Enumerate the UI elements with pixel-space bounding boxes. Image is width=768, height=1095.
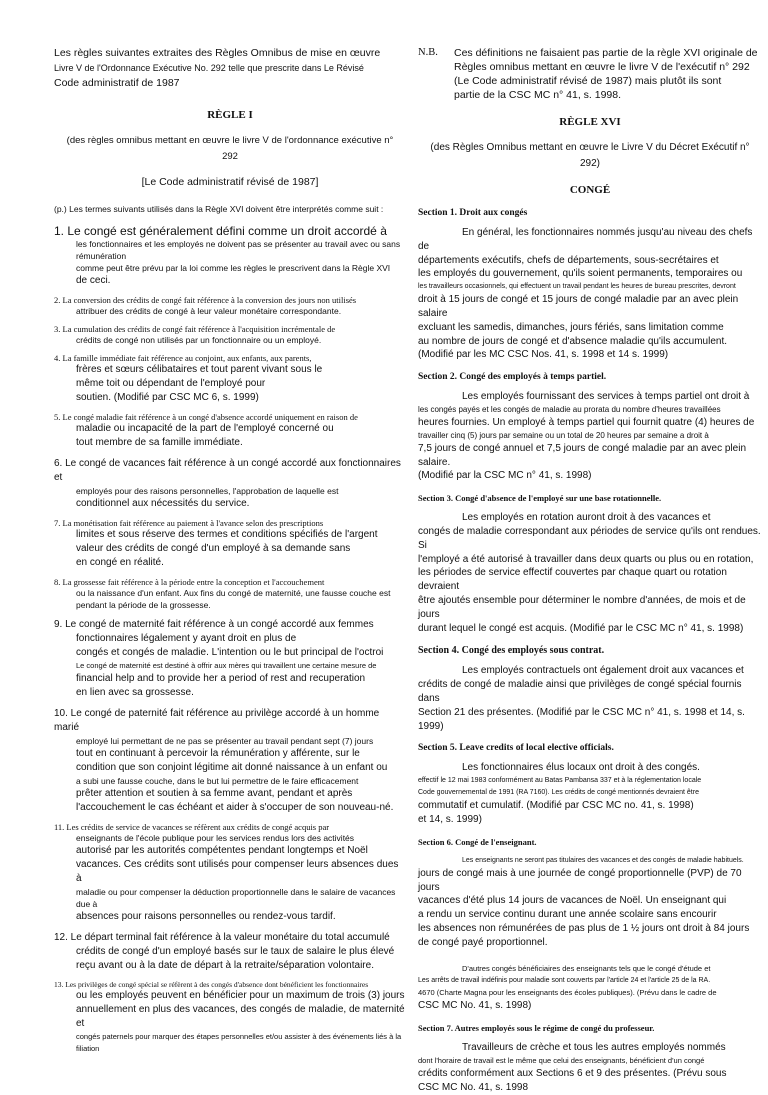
body-line: Section 21 des présentes. (Modifié par le CSC MC n° 41, s. 1998 et 14, s. [418, 706, 745, 718]
body-line: travailler cinq (5) jours par semaine ou un total de 20 heures par semaine a droit à [418, 430, 709, 440]
item-line: 10. Le congé de paternité fait référence au privilège accordé à un homme marié [54, 708, 380, 733]
definition-item [54, 295, 406, 317]
body-line: 7,5 jours de congé annuel et 7,5 jours de congé maladie par an avec plein salaire. [418, 442, 747, 468]
intro-line: Code administratif de 1987 [54, 77, 180, 89]
item-line: 4. La famille immédiate fait référence au conjoint, aux enfants, aux parents, [54, 353, 312, 363]
definition-item [54, 618, 406, 700]
right-column [418, 46, 762, 1095]
body-line: CSC MC No. 41, s. 1998 [418, 1081, 529, 1093]
body-line: 4670 (Charte Magna pour les enseignants des écoles publiques). (Prévu dans le cadre de [418, 988, 717, 998]
body-line: effectif le 12 mai 1983 conformément au Batas Pambansa 337 et à la réglementation locale [418, 777, 702, 785]
rule-subtitle-line: 292 [222, 151, 238, 162]
body-line: au nombre de jours de congé et d'absence maladie qu'ils accumulent. [418, 335, 728, 347]
item-line: ou les employés peuvent en bénéficier pour un maximum de trois (3) jours [76, 990, 405, 1001]
section-body [418, 664, 762, 733]
definition-item [54, 224, 406, 288]
body-line: durant lequel le congé est acquis. (Modifié par le CSC MC n° 41, s. 1998) [418, 622, 744, 634]
item-line: 2. La conversion des crédits de congé fait référence à la conversion des jours non utilisés [54, 295, 357, 305]
body-line: En général, les fonctionnaires nommés jusqu'au niveau des chefs de [418, 227, 753, 252]
intro-line: Livre V de l'Ordonnance Exécutive No. 292 telle que prescrite dans Le Révisé [54, 63, 364, 73]
item-line: ou la naissance d'un enfant. Aux fins du congé de maternité, une fausse couche est [76, 588, 391, 598]
rule-subtitle-line: (des Règles Omnibus mettant en œuvre le Livre V du Décret Exécutif n° [430, 142, 750, 153]
item-line: congés et congés de maladie. L'intention ou le but principal de l'octroi [76, 647, 384, 658]
section-body [418, 761, 762, 826]
item-line: l'accouchement le cas échéant et aider à s'occuper de son nouveau-né. [76, 802, 394, 813]
body-line: a rendu un service continu durant une année scolaire sans encourir [418, 909, 717, 921]
body-line: les congés payés et les congés de maladie au prorata du nombre d'heures travaillées [418, 404, 721, 414]
item-line: a subi une fausse couche, dans le but lui permettre de le faire efficacement [76, 776, 359, 786]
definition-item [54, 980, 406, 1055]
definition-item [54, 412, 406, 450]
section-title: Section 5. Leave credits of local elective officials. [418, 743, 614, 754]
item-line: enseignants de l'école publique pour les services rendus lors des activités [76, 833, 355, 843]
body-line: Travailleurs de crèche et tous les autres employés nommés [462, 1042, 726, 1054]
body-line: (Modifié par les MC CSC Nos. 41, s. 1998 et 14 s. 1999) [418, 349, 669, 361]
rule-subtitle-line: 292) [579, 158, 600, 169]
nb-line: Règles omnibus mettant en œuvre le livre V de l'exécutif n° 292 [454, 61, 750, 73]
body-line: droit à 15 jours de congé et 15 jours de congé maladie par an avec plein salaire [418, 294, 739, 319]
body-line: Les arrêts de travail indéfinis pour maladie sont couverts par l'article 24 et l'article 25 de la RA. [418, 977, 711, 985]
item-line: tout membre de sa famille immédiate. [76, 437, 243, 448]
body-line: les employés du gouvernement, qu'ils soient permanents, temporaires ou [418, 268, 743, 280]
definition-item [54, 457, 406, 511]
item-line: 6. Le congé de vacances fait référence à un congé accordé aux fonctionnaires et [54, 458, 401, 483]
item-line: annuellement en plus des vacances, des congés de maladie, de maternité et [76, 1004, 405, 1029]
item-line: 3. La cumulation des crédits de congé fait référence à l'acquisition incrémentale de [54, 324, 336, 334]
body-line: 1999) [418, 720, 444, 732]
intro [54, 46, 406, 91]
section-body [418, 511, 762, 635]
item-line: reçu avant ou à la date de départ à la retraite/séparation volontaire. [76, 960, 374, 971]
body-line: D'autres congés bénéficiaires des enseignants tels que le congé d'étude et [462, 964, 711, 974]
body-line: excluant les samedis, dimanches, jours fériés, sans limitation comme [418, 321, 724, 333]
body-line: vacances d'été plus 14 jours de vacances de Noël. Un enseignant qui [418, 895, 727, 907]
item-line: frères et sœurs célibataires et tout parent vivant sous le [76, 364, 323, 375]
item-line: financial help and to provide her a period of rest and recuperation [76, 673, 366, 684]
definition-item [54, 353, 406, 405]
left-column [54, 46, 406, 1062]
item-line: pendant la période de la grossesse. [76, 600, 211, 610]
chapter-title: CONGÉ [569, 184, 611, 196]
item-line: crédits de congé d'un employé basés sur le taux de salaire le plus élevé [76, 946, 395, 957]
section-body [418, 226, 762, 362]
body-line: départements exécutifs, chefs de départements, sous-secrétaires et [418, 254, 719, 266]
item-line: 7. La monétisation fait référence au paiement à l'avance selon des prescriptions [54, 518, 324, 528]
body-line: les travailleurs occasionnels, qui effectuent un travail pendant les heures de bureau prescrites, devront [418, 283, 736, 291]
body-line: et 14, s. 1999) [418, 813, 482, 825]
terms-note: (p.) Les termes suivants utilisés dans la Règle XVI doivent être interprétés comme suit : [54, 204, 384, 214]
item-line: crédits de congé non utilisés par un fonctionnaire ou un employé. [76, 335, 322, 345]
item-line: condition que son conjoint légitime ait donné naissance à un enfant ou [76, 762, 388, 773]
body-line: crédits de congé de maladie ainsi que privilèges de congé spécial fournis dans [418, 679, 742, 704]
item-line: Le congé de maternité est destiné à offrir aux mères qui travaillent une certaine mesure de [76, 661, 377, 670]
nb-line: Ces définitions ne faisaient pas partie de la règle XVI originale de [454, 47, 758, 59]
item-line: 11. Les crédits de service de vacances se réfèrent aux crédits de congé acquis par [54, 822, 330, 832]
definition-item [54, 324, 406, 346]
item-line: tout en continuant à percevoir la rémunération y afférente, sur le [76, 748, 360, 759]
item-line: limites et sous réserve des termes et conditions spécifiés de l'argent [76, 529, 378, 540]
body-line: CSC MC No. 41, s. 1998) [418, 1000, 532, 1012]
section-title: Section 6. Congé de l'enseignant. [418, 836, 537, 847]
body-line: Les employés en rotation auront droit à des vacances et [462, 512, 711, 524]
definition-item [54, 931, 406, 973]
section-title: Section 3. Congé d'absence de l'employé sur une base rotationnelle. [418, 493, 662, 504]
item-line: même toit ou dépendant de l'employé pour [76, 378, 266, 389]
item-line: en lien avec sa grossesse. [76, 687, 194, 698]
item-line: fonctionnaires légalement y ayant droit en plus de [76, 633, 297, 644]
definition-item [54, 518, 406, 570]
section-body [418, 1041, 762, 1094]
nb-label: N.B. [418, 47, 438, 58]
body-line: l'employé a été autorisé à travailler dans deux quarts ou plus ou en rotation, [418, 553, 754, 565]
item-line: employés pour des raisons personnelles, l'approbation de laquelle est [76, 486, 339, 496]
item-line: 9. Le congé de maternité fait référence à un congé accordé aux femmes [54, 619, 374, 630]
section-body [418, 390, 762, 483]
body-line: Les employés contractuels ont également droit aux vacances et [462, 665, 744, 677]
intro-line: Les règles suivantes extraites des Règles Omnibus de mise en œuvre [54, 47, 381, 59]
item-line: 5. Le congé maladie fait référence à un congé d'absence accordé uniquement en raison de [54, 412, 358, 422]
section-title: Section 1. Droit aux congés [418, 208, 528, 218]
rule-title: RÈGLE XVI [559, 116, 621, 128]
body-line: crédits conformément aux Sections 6 et 9 des présentes. (Prévu sous [418, 1068, 727, 1080]
item-line: maladie ou pour compenser la déduction proportionnelle dans le salaire de vacances due à [76, 887, 396, 909]
body-line: (Modifié par la CSC MC n° 41, s. 1998) [418, 470, 592, 482]
section-title: Section 4. Congé des employés sous contrat. [418, 645, 605, 657]
item-line: employé lui permettant de ne pas se présenter au travail pendant sept (7) jours [76, 736, 374, 746]
body-line: jours de congé mais à une journée de congé proportionnelle (PVP) de 70 jours [418, 867, 742, 893]
body-line: Code gouvernemental de 1991 (RA 7160). Les crédits de congé mentionnés devraient être [418, 789, 699, 797]
item-line: 1. Le congé est généralement défini comme un droit accordé à [54, 224, 387, 238]
rule-subtitle-line: (des règles omnibus mettant en œuvre le livre V de l'ordonnance exécutive n° [66, 135, 394, 146]
item-line: 8. La grossesse fait référence à la période entre la conception et l'accouchement [54, 577, 325, 587]
item-line: en congé en réalité. [76, 557, 164, 568]
item-line: valeur des crédits de congé d'un employé à sa demande sans [76, 543, 351, 554]
body-line: les périodes de service effectif couvertes par chaque quart ou rotation devraient [418, 567, 727, 593]
body-line: congés de maladie correspondant aux périodes de service qu'ils ont rendues. Si [418, 525, 761, 551]
item-line: 12. Le départ terminal fait référence à la valeur monétaire du total accumulé [54, 932, 390, 943]
body-line: commutatif et cumulatif. (Modifié par CSC MC no. 41, s. 1998) [418, 800, 694, 812]
rule-subtitle [54, 133, 406, 165]
nb-line: (Le Code administratif révisé de 1987) mais plutôt ils sont [454, 75, 722, 87]
definition-item [54, 822, 406, 924]
body-line: Les fonctionnaires élus locaux ont droit à des congés. [462, 762, 700, 774]
body-line: les absences non rémunérées de pas plus de 1 ½ jours ont droit à 84 jours [418, 922, 750, 934]
item-line: congés paternels pour marquer des étapes personnelles et/ou assister à des événements liés à la filiation [76, 1032, 402, 1053]
body-line: dont l'horaire de travail est le même que celui des enseignants, bénéficient d'un congé [418, 1056, 705, 1066]
code-reference: [Le Code administratif révisé de 1987] [141, 176, 319, 188]
item-line: conditionnel aux nécessités du service. [76, 498, 250, 509]
body-line: Les employés fournissant des services à temps partiel ont droit à [462, 391, 750, 403]
definition-item [54, 577, 406, 611]
section-title: Section 2. Congé des employés à temps partiel. [418, 372, 607, 383]
rule-title: RÈGLE I [207, 109, 253, 121]
item-line: attribuer des crédits de congé à leur valeur monétaire correspondante. [76, 306, 342, 316]
item-line: vacances. Ces crédits sont utilisés pour compenser leurs absences dues à [76, 859, 399, 884]
body-line: Les enseignants ne seront pas titulaires des vacances et des congés de maladie habituels. [462, 856, 744, 864]
body-line: heures fournies. Un employé à temps partiel qui fournit quatre (4) heures de [418, 416, 755, 428]
item-line: absences pour raisons personnelles ou rendez-vous tardif. [76, 911, 336, 922]
body-line: être ajoutés ensemble pour déterminer le nombre d'années, de mois et de jours [418, 594, 746, 620]
rule-subtitle [418, 140, 762, 172]
nb-line: partie de la CSC MC n° 41, s. 1998. [454, 89, 622, 101]
item-line: soutien. (Modifié par CSC MC 6, s. 1999) [76, 392, 259, 403]
item-line: prêter attention et soutien à sa femme avant, pendant et après [76, 788, 353, 799]
body-line: de congé payé proportionnel. [418, 936, 548, 948]
section-body [418, 855, 762, 1014]
nb-note [418, 46, 762, 102]
item-line: les fonctionnaires et les employés ne doivent pas se présenter au travail avec ou sans rémunération [76, 239, 401, 261]
item-line: comme peut être prévu par la loi comme les règles le prescrivent dans la Règle XVI [76, 263, 391, 273]
section-title: Section 7. Autres employés sous le régime de congé du professeur. [418, 1023, 655, 1034]
item-line: maladie ou incapacité de la part de l'employé concerné ou [76, 423, 334, 434]
item-line: autorisé par les autorités compétentes pendant longtemps et Noël [76, 845, 368, 856]
definition-item [54, 707, 406, 815]
item-line: 13. Les privilèges de congé spécial se réfèrent à des congés d'absence dont bénéficient les fonctionnaires [54, 980, 369, 989]
item-line: de ceci. [76, 275, 111, 286]
